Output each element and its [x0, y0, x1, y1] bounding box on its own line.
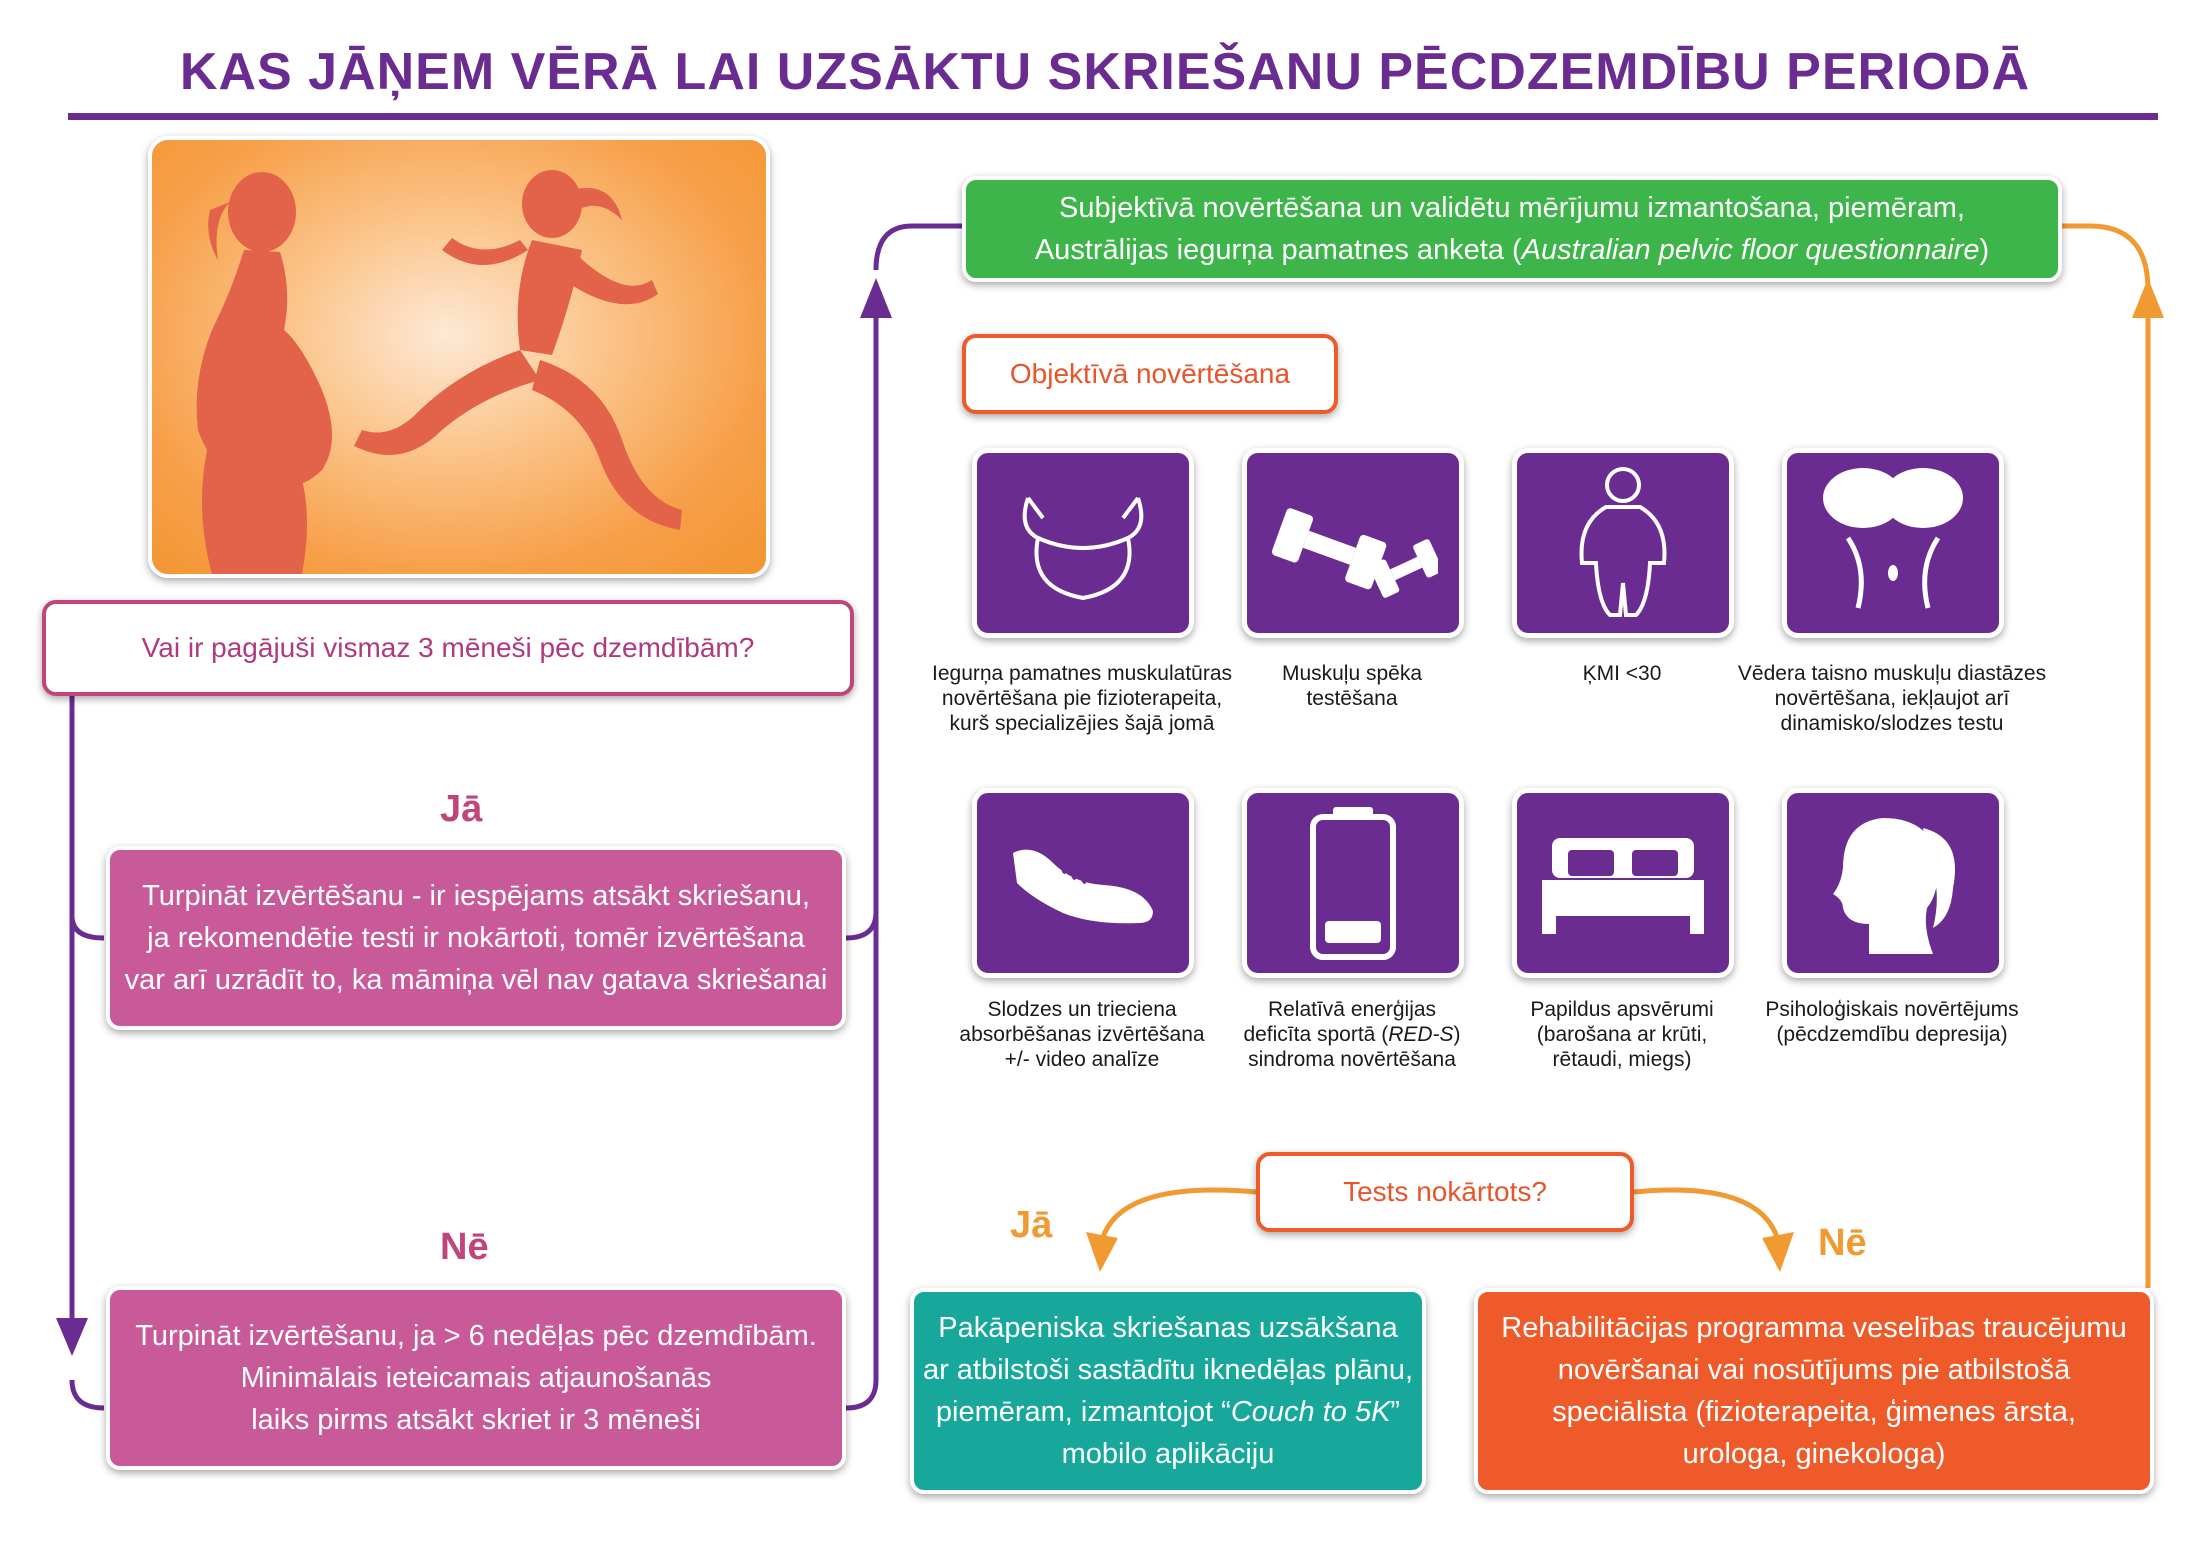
arrow-to-yes-box — [72, 916, 104, 938]
red-s-caption-line: deficīta sportā (RED-S) — [1243, 1022, 1461, 1046]
no-outcome-box — [106, 1286, 846, 1470]
objective-assessment-label: Objektīvā novērtēšana — [962, 334, 1338, 414]
battery-icon — [1242, 788, 1464, 978]
no-outcome-line: laiks pirms atsākt skriet ir 3 mēneši — [251, 1404, 701, 1437]
shoe-icon — [972, 788, 1194, 978]
hero-illustration — [148, 136, 770, 578]
yes-label-right: Jā — [1010, 1204, 1053, 1246]
body-icon — [1512, 448, 1734, 638]
no-outcome-line: Minimālais ieteicamais atjaunošanās — [240, 1361, 712, 1394]
teal-line: Pakāpeniska skriešanas uzsākšana — [938, 1311, 1398, 1344]
arrow-tests-yes — [1102, 1190, 1256, 1240]
orange-line: Rehabilitācijas programma veselības traucējumu — [1501, 1311, 2127, 1344]
arrowhead-up-right — [2132, 278, 2164, 318]
tile-caption-additional: Papildus apsvērumi (barošana ar krūti, rētaudi, miegs) — [1530, 998, 1714, 1071]
question-three-months: Vai ir pagājuši vismaz 3 mēneši pēc dzemdībām? — [42, 600, 854, 696]
pelvis-icon — [972, 448, 1194, 638]
tile-caption-strength: Muskuļu spēka testēšana — [1281, 662, 1423, 710]
tile-caption-pelvic-floor: Iegurņa pamatnes muskulatūras novērtēšana pie fizioterapeita, kurš specializējies šajā jomā — [932, 662, 1232, 735]
teal-line: mobilo aplikāciju — [1061, 1438, 1275, 1471]
no-label-right: Nē — [1818, 1222, 1867, 1264]
tile-caption-impact: Slodzes un trieciena absorbēšanas izvērtēšana +/- video analīze — [959, 998, 1205, 1071]
tile-caption-red-s: Relatīvā enerģijas deficīta sportā (RED-S) sindroma novērtēšana — [1172, 998, 1532, 1072]
pregnant-runner-silhouettes — [152, 140, 766, 574]
orange-line: urologa, ginekologa) — [1682, 1438, 1946, 1471]
tile-caption-diastasis: Vēdera taisno muskuļu diastāzes novērtēšana, iekļaujot arī dinamisko/slodzes testu — [1737, 662, 2047, 735]
orange-line: novēršanai vai nosūtījums pie atbilstošā — [1557, 1353, 2071, 1386]
arrow-to-subjective — [876, 226, 962, 270]
tile-caption-bmi: ĶMI <30 — [1582, 662, 1662, 685]
orange-line: speciālista (fizioterapeita, ģimenes ārsta, — [1552, 1396, 2076, 1428]
arrow-tests-no — [1634, 1190, 1778, 1240]
tile-caption-psychological: Psiholoģiskais novērtējums (pēcdzemdību depresija) — [1765, 998, 2019, 1046]
no-label-left: Nē — [440, 1226, 489, 1268]
arrowhead-down — [56, 1318, 88, 1356]
dumbbell-icon — [1242, 448, 1464, 638]
arrowhead-up-left — [860, 278, 892, 318]
yes-outcome-line: ja rekomendētie testi ir nokārtoti, tomēr izvērtēšana — [147, 921, 805, 954]
abdomen-icon — [1782, 448, 2004, 638]
yes-outcome-box — [106, 846, 846, 1030]
arrow-to-subjective-right — [2062, 226, 2148, 290]
teal-line: piemēram, izmantojot “Couch to 5K” — [935, 1396, 1401, 1428]
arrowhead-yes — [1086, 1232, 1118, 1272]
arrow-no-up — [846, 900, 876, 1408]
bed-icon — [1512, 788, 1734, 978]
no-outcome-line: Turpināt izvērtēšanu, ja > 6 nedēļas pēc dzemdībām. — [135, 1319, 817, 1352]
yes-label-left: Jā — [440, 788, 483, 830]
rehabilitation-box — [1474, 1288, 2154, 1494]
arrow-to-no-box — [72, 1380, 104, 1408]
gradual-running-box — [910, 1288, 1426, 1494]
arrowhead-no — [1762, 1232, 1794, 1272]
yes-outcome-line: var arī uzrādīt to, ka māmiņa vēl nav gatava skriešanai — [124, 964, 828, 997]
tests-passed-question: Tests nokārtots? — [1256, 1152, 1634, 1232]
head-icon — [1782, 788, 2004, 978]
teal-line: ar atbilstoši sastādītu iknedēļas plānu, — [922, 1353, 1414, 1386]
page-title: KAS JĀŅEM VĒRĀ LAI UZSĀKTU SKRIEŠANU PĒCDZEMDĪBU PERIODĀ — [179, 43, 2031, 101]
subjective-line-1: Subjektīvā novērtēšana un validētu mērījumu izmantošana, piemēram, — [1059, 191, 1965, 224]
subjective-line-2: Austrālijas iegurņa pamatnes anketa (Australian pelvic floor questionnaire) — [1034, 234, 1990, 266]
yes-outcome-line: Turpināt izvērtēšanu - ir iespējams atsākt skriešanu, — [142, 879, 810, 912]
subjective-assessment-box — [962, 176, 2062, 282]
